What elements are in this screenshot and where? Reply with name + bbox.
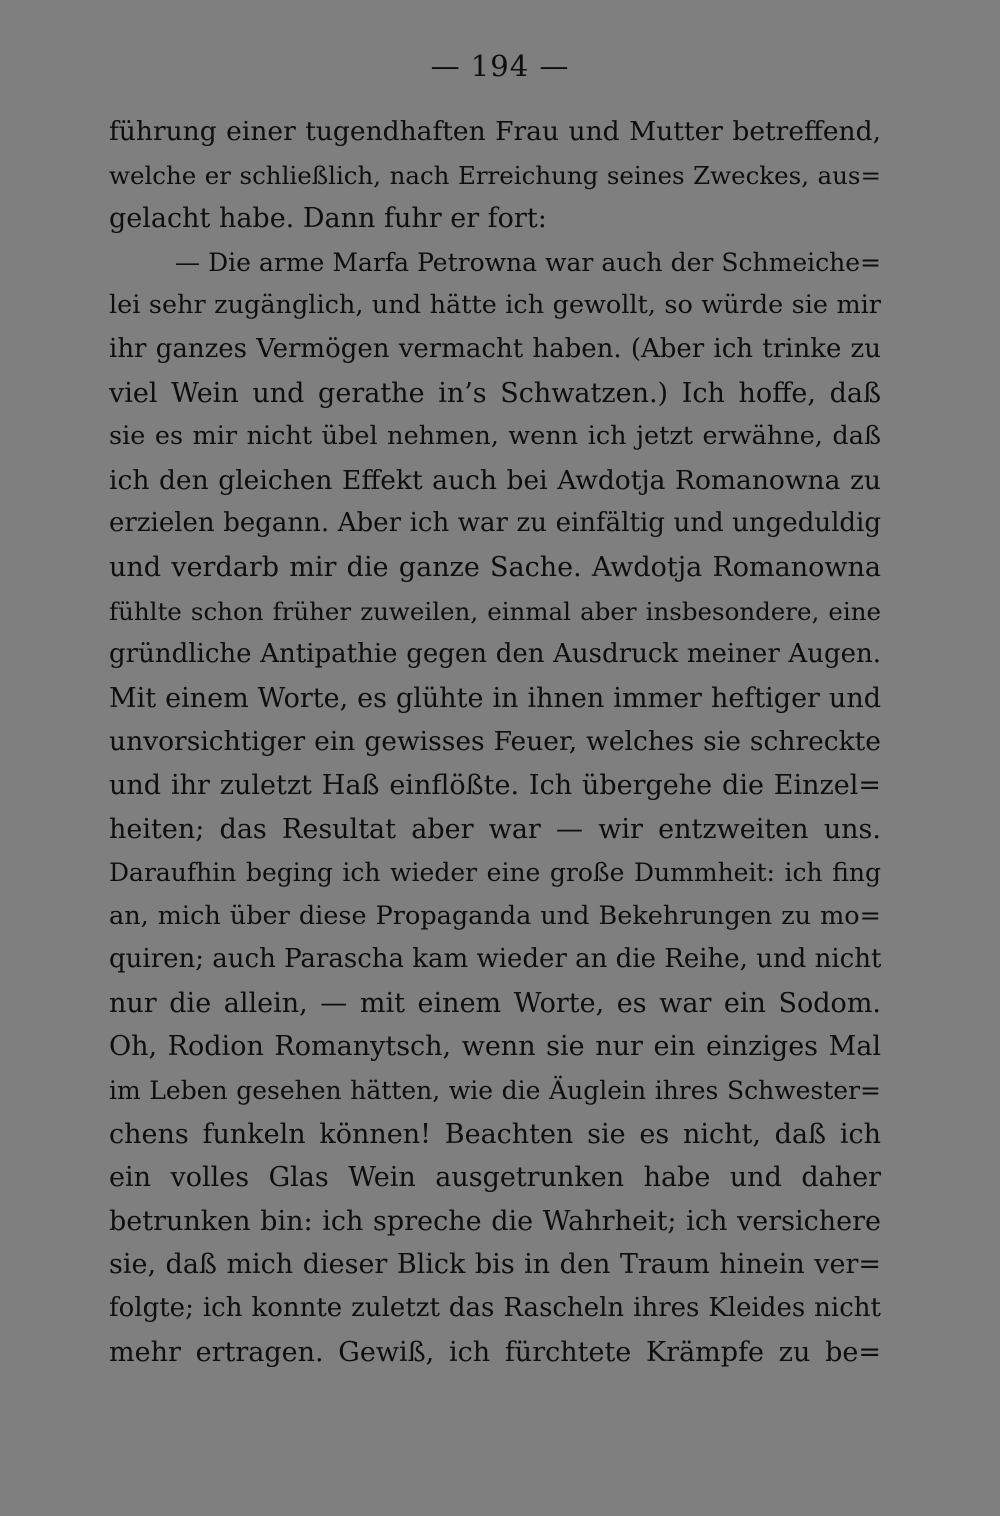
text-line: fühlte schon früher zuweilen, einmal aber insbesondere, eine — [109, 596, 881, 626]
text-line: — Die arme Marfa Petrowna war auch der Schmeiche= — [175, 247, 881, 277]
text-line: sie es mir nicht übel nehmen, wenn ich jetzt erwähne, daß — [109, 421, 881, 452]
text-line: führung einer tugendhaften Frau und Mutter betreffend, — [109, 116, 881, 147]
page-number: — 194 — — [430, 49, 570, 83]
text-line: mehr ertragen. Gewiß, ich fürchtete Krämpfe zu be= — [109, 1336, 881, 1368]
text-line: ein volles Glas Wein ausgetrunken habe und daher — [109, 1162, 881, 1194]
body-text — [109, 110, 881, 1374]
text-line: Daraufhin beging ich wieder eine große Dummheit: ich fing — [109, 858, 881, 888]
text-line: chens funkeln können! Beachten sie es nicht, daß ich — [109, 1118, 881, 1150]
text-line: und verdarb mir die ganze Sache. Awdotja Romanowna — [109, 551, 881, 583]
text-line: unvorsichtiger ein gewisses Feuer, welches sie schreckte — [109, 726, 881, 758]
text-line: folgte; ich konnte zuletzt das Rascheln ihres Kleides nicht — [109, 1293, 881, 1324]
text-line: welche er schließlich, nach Erreichung seines Zweckes, aus= — [109, 160, 881, 190]
text-line: Mit einem Worte, es glühte in ihnen immer heftiger und — [109, 682, 881, 714]
text-line: und ihr zuletzt Haß einflößte. Ich übergehe die Einzel= — [109, 769, 881, 801]
text-line: sie, daß mich dieser Blick bis in den Traum hinein ver= — [109, 1249, 881, 1281]
text-line: Oh, Rodion Romanytsch, wenn sie nur ein einziges Mal — [109, 1031, 881, 1063]
text-line: ihr ganzes Vermögen vermacht haben. (Aber ich trinke zu — [109, 333, 881, 364]
text-line: ich den gleichen Effekt auch bei Awdotja Romanowna zu — [109, 464, 881, 496]
text-line: lei sehr zugänglich, und hätte ich gewollt, so würde sie mir — [109, 290, 881, 321]
text-line: im Leben gesehen hätten, wie die Äuglein ihres Schwester= — [109, 1076, 881, 1106]
text-line: heiten; das Resultat aber war — wir entzweiten uns. — [109, 813, 881, 845]
text-line: nur die allein, — mit einem Worte, es war ein Sodom. — [109, 987, 881, 1019]
text-line: betrunken bin: ich spreche die Wahrheit; ich versichere — [109, 1205, 881, 1237]
text-line: erzielen begann. Aber ich war zu einfältig und ungeduldig — [109, 508, 881, 539]
text-line: an, mich über diese Propaganda und Bekehrungen zu mo= — [109, 900, 881, 931]
text-line: quiren; auch Parascha kam wieder an die Reihe, und nicht — [109, 944, 881, 975]
text-line: gründliche Antipathie gegen den Ausdruck meiner Augen. — [109, 639, 881, 670]
text-line: gelacht habe. Dann fuhr er fort: — [109, 203, 547, 235]
text-line: viel Wein und gerathe in’s Schwatzen.) Ich hoffe, daß — [109, 377, 881, 409]
